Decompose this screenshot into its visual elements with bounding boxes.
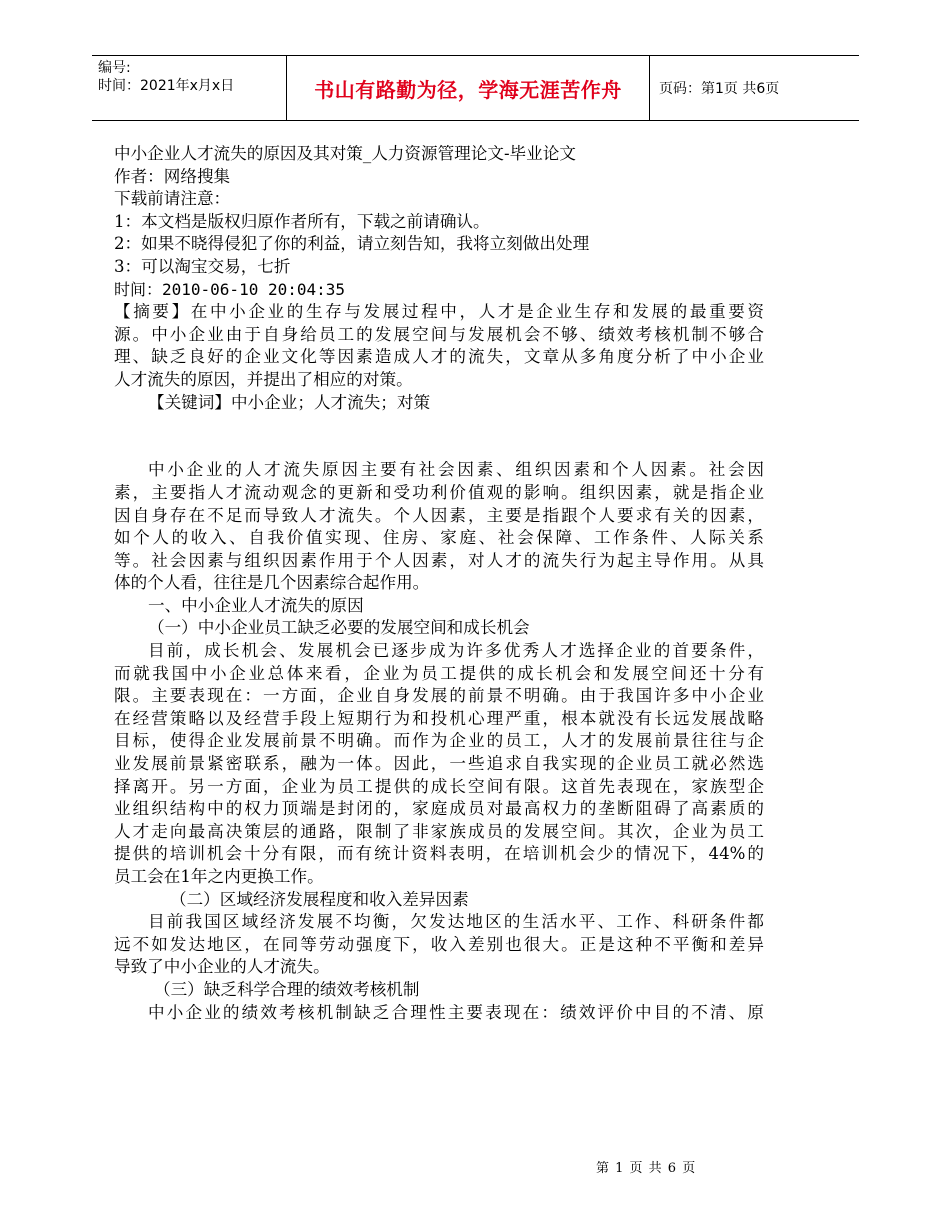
subsection-heading-3: （三）缺乏科学合理的绩效考核机制 [154,979,420,999]
author: 作者：网络搜集 [114,166,231,186]
page-footer: 第 1 页 共 6 页 [596,1161,697,1176]
intro-line: 中小企业的人才流失原因主要有社会因素、组织因素和个人因素。社会因 [148,460,764,480]
intro-line: 因自身存在不足而导致人才流失。个人因素，主要是指跟个人要求有关的因素， [114,505,764,525]
document-body [114,143,764,1024]
abstract-line: 源。中小企业由于自身给员工的发展空间与发展机会不够、绩效考核机制不够合 [114,324,764,344]
page-info: 页码：第1页 共6页 [659,81,780,97]
intro-line: 体的个人看，往往是几个因素综合起作用。 [114,573,430,593]
paragraph-line: 而就我国中小企业总体来看，企业为员工提供的成长机会和发展空间还十分有 [114,663,764,683]
blank-line [114,414,764,437]
notice-item-1: 1：本文档是版权归原作者所有，下载之前请确认。 [114,211,490,231]
notice-item-2: 2：如果不晓得侵犯了你的利益，请立刻告知，我将立刻做出处理 [114,234,590,254]
paragraph-line: 限。主要表现在：一方面，企业自身发展的前景不明确。由于我国许多中小企业 [114,686,764,706]
blank-line [114,437,764,460]
paragraph-line: 中小企业的绩效考核机制缺乏合理性主要表现在：绩效评价中目的不清、原 [148,1002,764,1022]
paragraph-line: 目前我国区域经济发展不均衡，欠发达地区的生活水平、工作、科研条件都 [148,912,764,932]
abstract-line: 【摘要】在中小企业的生存与发展过程中，人才是企业生存和发展的最重要资 [114,302,764,322]
paragraph-line: 在经营策略以及经营手段上短期行为和投机心理严重，根本就没有长远发展战略 [114,708,764,728]
paragraph-line: 择离开。另一方面，企业为员工提供的成长空间有限。这首先表现在，家族型企 [114,776,764,796]
section-heading-1: 一、中小企业人才流失的原因 [148,595,364,615]
paragraph-line: 导致了中小企业的人才流失。 [114,957,330,977]
paragraph-line: 业组织结构中的权力顶端是封闭的，家庭成员对最高权力的垄断阻碍了高素质的 [114,799,764,819]
number-label: 编号: [98,60,131,76]
motto: 书山有路勤为径，学海无涯苦作舟 [286,56,650,120]
intro-line: 等。社会因素与组织因素作用于个人因素，对人才的流失行为起主导作用。从具 [114,550,764,570]
intro-line: 素，主要指人才流动观念的更新和受功利价值观的影响。组织因素，就是指企业 [114,482,764,502]
paragraph-line: 提供的培训机会十分有限，而有统计资料表明，在培训机会少的情况下，44%的 [114,844,764,864]
paragraph-line: 目前，成长机会、发展机会已逐步成为许多优秀人才选择企业的首要条件， [148,641,764,661]
notice-title: 下载前请注意： [114,189,231,209]
keywords: 【关键词】中小企业；人才流失；对策 [148,392,431,412]
abstract-line: 理、缺乏良好的企业文化等因素造成人才的流失，文章从多角度分析了中小企业 [114,347,764,367]
notice-item-3: 3：可以淘宝交易，七折 [114,256,291,276]
paragraph-line: 业发展前景紧密联系，融为一体。因此，一些追求自我实现的企业员工就必然选 [114,754,764,774]
paragraph-line: 远不如发达地区，在同等劳动强度下，收入差别也很大。正是这种不平衡和差异 [114,934,764,954]
subsection-heading-2: （二）区域经济发展程度和收入差异因素 [170,889,469,909]
paragraph-line: 员工会在1年之内更换工作。 [114,867,324,886]
header-left-cell [92,56,286,120]
time-label: 时间：2021年x月x日 [98,78,235,94]
paragraph-line: 目标，使得企业发展前景不明确。而作为企业的员工，人才的发展前景往往与企 [114,731,764,751]
publish-time: 时间：2010-06-10 20:04:35 [114,279,346,299]
abstract-line: 人才流失的原因，并提出了相应的对策。 [114,369,413,389]
intro-line: 如个人的收入、自我价值实现、住房、家庭、社会保障、工作条件、人际关系 [114,528,764,548]
document-header [92,55,859,121]
subsection-heading-1: （一）中小企业员工缺乏必要的发展空间和成长机会 [148,618,530,638]
doc-title: 中小企业人才流失的原因及其对策_人力资源管理论文-毕业论文 [114,144,576,163]
paragraph-line: 人才走向最高决策层的通路，限制了非家族成员的发展空间。其次，企业为员工 [114,821,764,841]
